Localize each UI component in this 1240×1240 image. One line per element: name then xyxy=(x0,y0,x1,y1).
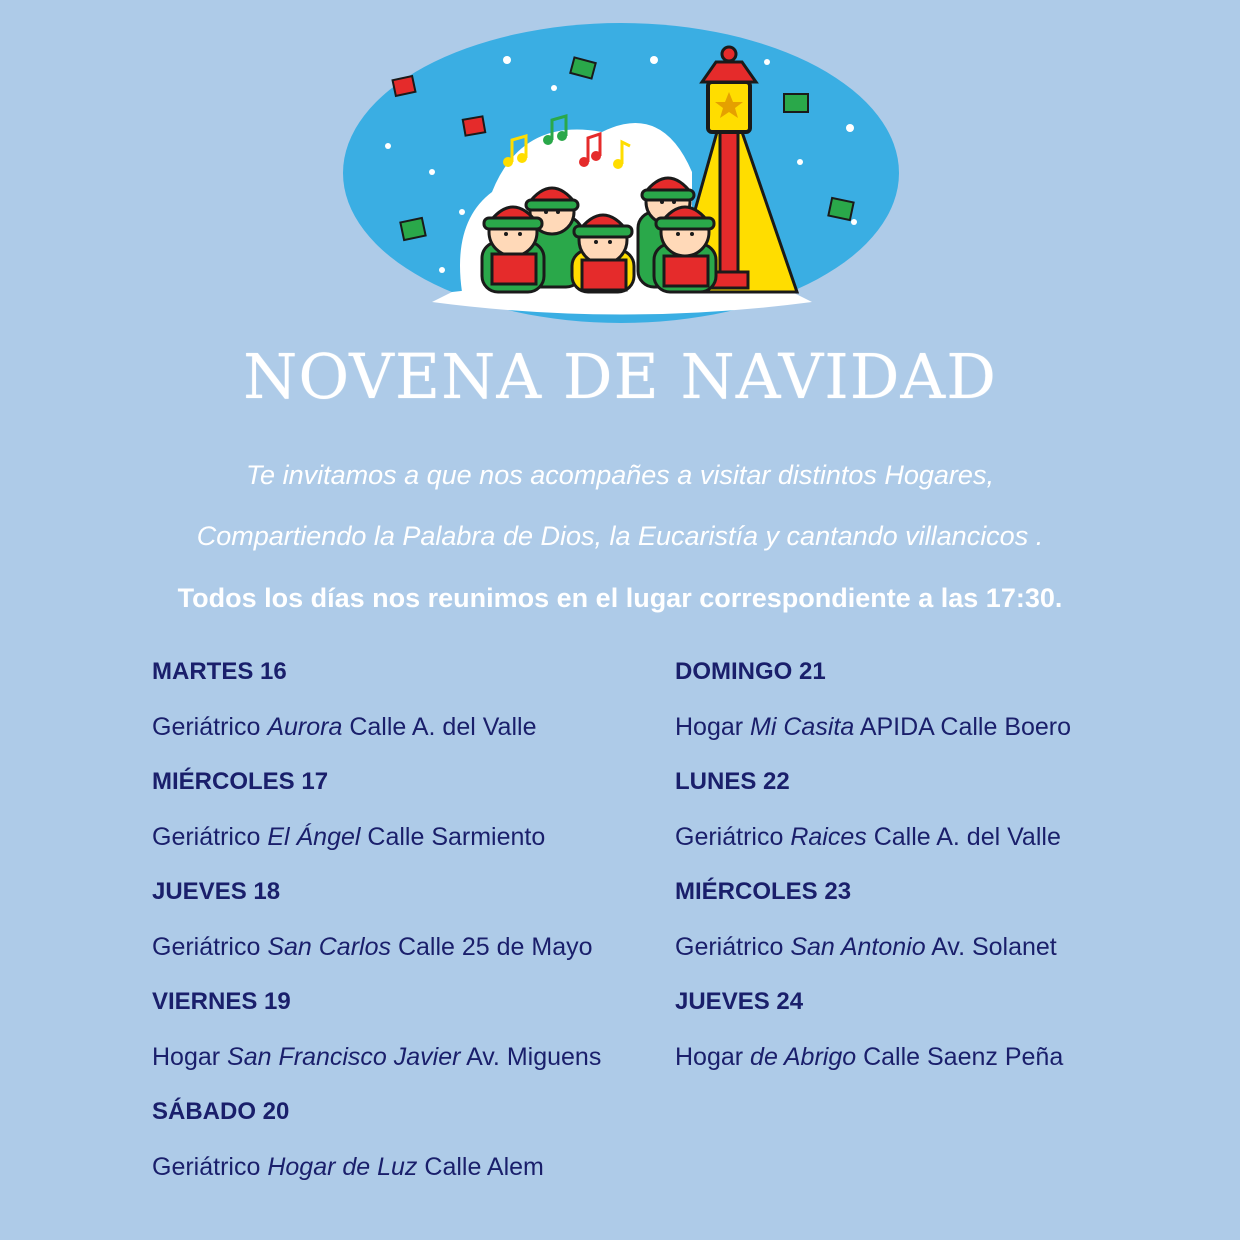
schedule-entry xyxy=(675,875,1071,985)
page-title: NOVENA DE NAVIDAD xyxy=(243,340,997,413)
schedule-entry xyxy=(152,765,601,875)
place-address: APIDA Calle Boero xyxy=(859,713,1072,741)
schedule-right-column xyxy=(675,655,1071,1095)
schedule-place xyxy=(152,820,601,854)
schedule-place xyxy=(675,1040,1071,1074)
schedule-place xyxy=(675,710,1071,744)
schedule-day: LUNES 22 xyxy=(675,768,790,795)
schedule-entry xyxy=(152,1095,601,1205)
place-type: Geriátrico xyxy=(675,933,784,961)
place-name: San Antonio xyxy=(790,933,926,961)
schedule-day: MIÉRCOLES 17 xyxy=(152,768,329,795)
place-name: Raices xyxy=(790,823,867,851)
place-type: Hogar xyxy=(675,1043,744,1071)
schedule-day: JUEVES 24 xyxy=(675,988,804,1015)
schedule-place xyxy=(152,930,601,964)
place-type: Geriátrico xyxy=(152,933,261,961)
place-name: El Ángel xyxy=(267,823,361,851)
place-address: Calle Saenz Peña xyxy=(863,1043,1064,1071)
place-name: de Abrigo xyxy=(750,1043,857,1071)
schedule-day: SÁBADO 20 xyxy=(152,1098,290,1125)
schedule-day: DOMINGO 21 xyxy=(675,658,826,685)
schedule-place xyxy=(152,1040,601,1074)
place-type: Hogar xyxy=(675,713,744,741)
schedule-entry xyxy=(675,765,1071,875)
place-address: Calle A. del Valle xyxy=(349,713,537,741)
place-address: Av. Solanet xyxy=(931,933,1057,961)
place-address: Calle 25 de Mayo xyxy=(397,933,593,961)
schedule-place xyxy=(675,820,1071,854)
place-type: Geriátrico xyxy=(152,823,261,851)
schedule-entry xyxy=(675,655,1071,765)
schedule-day: MARTES 16 xyxy=(152,658,287,685)
schedule-entry xyxy=(152,875,601,985)
carolers-streetlamp-illustration xyxy=(342,22,900,324)
place-name: San Carlos xyxy=(267,933,391,961)
place-type: Geriátrico xyxy=(675,823,784,851)
schedule-left-column xyxy=(152,655,601,1205)
schedule-entry xyxy=(675,985,1071,1095)
schedule-day: JUEVES 18 xyxy=(152,878,281,905)
schedule-place xyxy=(152,710,601,744)
schedule-place xyxy=(675,930,1071,964)
place-name: Mi Casita xyxy=(750,713,855,741)
schedule-entry xyxy=(152,985,601,1095)
place-address: Av. Miguens xyxy=(466,1043,602,1071)
invitation-line-2: Compartiendo la Palabra de Dios, la Eucaristía y cantando villancicos . xyxy=(196,521,1044,551)
place-name: San Francisco Javier xyxy=(227,1043,461,1071)
place-name: Aurora xyxy=(267,713,343,741)
place-address: Calle Alem xyxy=(424,1153,544,1181)
place-type: Hogar xyxy=(152,1043,221,1071)
schedule-day: MIÉRCOLES 23 xyxy=(675,878,852,905)
place-address: Calle A. del Valle xyxy=(873,823,1061,851)
schedule-entry xyxy=(152,655,601,765)
schedule-day: VIERNES 19 xyxy=(152,988,291,1015)
place-type: Geriátrico xyxy=(152,713,261,741)
schedule-place xyxy=(152,1150,601,1184)
invitation-line-1: Te invitamos a que nos acompañes a visitar distintos Hogares, xyxy=(246,460,994,490)
place-type: Geriátrico xyxy=(152,1153,261,1181)
meeting-time-line: Todos los días nos reunimos en el lugar correspondiente a las 17:30. xyxy=(177,583,1063,613)
place-address: Calle Sarmiento xyxy=(367,823,546,851)
place-name: Hogar de Luz xyxy=(267,1153,418,1181)
